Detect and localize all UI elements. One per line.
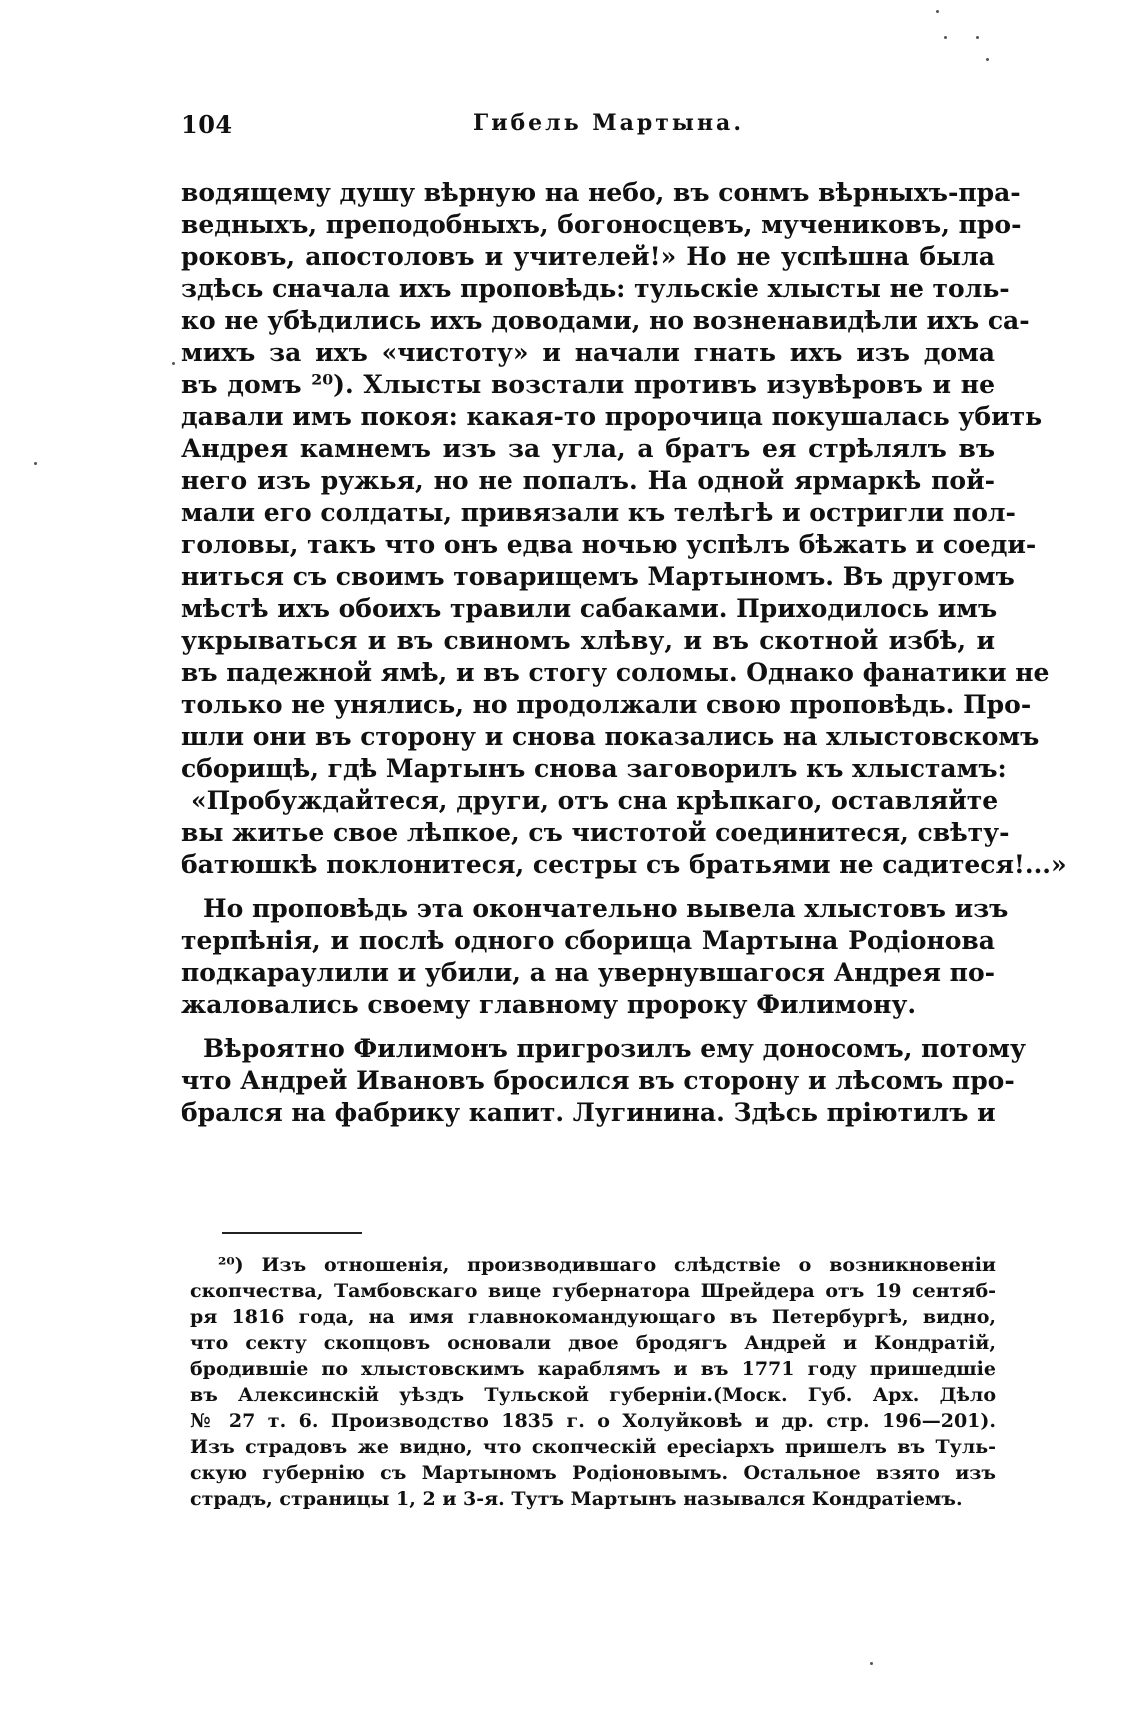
- text-line: ниться съ своимъ товарищемъ Мартыномъ. Въ другомъ: [181, 562, 1015, 591]
- text-line: терпѣнія, и послѣ одного сборища Мартына Родіонова: [181, 926, 995, 955]
- footnote-line: что секту скопцовъ основали двое бродягъ Андрей и Кондратій,: [190, 1332, 996, 1354]
- text-line: роковъ, апостоловъ и учителей!» Но не успѣшна была: [181, 242, 995, 271]
- paragraph-gap: [181, 1021, 995, 1033]
- footnote-line: Изъ страдовъ же видно, что скопческій ересіархъ пришелъ въ Туль-: [190, 1436, 996, 1458]
- text-line: укрываться и въ свиномъ хлѣву, и въ скотной избѣ, и: [181, 626, 995, 655]
- scan-speck: [870, 1662, 873, 1665]
- text-line: михъ за ихъ «чистоту» и начали гнать ихъ изъ дома: [181, 338, 995, 367]
- main-text: [181, 177, 1067, 1129]
- text-line: Андрея камнемъ изъ за угла, а братъ ея стрѣлялъ въ: [181, 434, 995, 463]
- footnote-block: [190, 1252, 996, 1512]
- text-line: жаловались своему главному пророку Филимону.: [181, 990, 917, 1019]
- scan-speck: [976, 36, 979, 39]
- footnote-line: скопчества, Тамбовскаго вице губернатора Шрейдера отъ 19 сентяб-: [190, 1280, 996, 1302]
- footnote-line: въ Алексинскій уѣздъ Тульской губерніи.(Моск. Губ. Арх. Дѣло: [190, 1384, 996, 1406]
- page-header: [181, 110, 995, 150]
- text-line: здѣсь сначала ихъ проповѣдь: тульскіе хлысты не толь-: [181, 274, 1010, 303]
- scan-speck: [944, 36, 947, 39]
- text-line: брался на фабрику капит. Лугинина. Здѣсь пріютилъ и: [181, 1098, 996, 1127]
- text-line: сборищѣ, гдѣ Мартынъ снова заговорилъ къ хлыстамъ:: [181, 754, 1007, 783]
- text-line: водящему душу вѣрную на небо, въ сонмъ вѣрныхъ-пра-: [181, 178, 1021, 207]
- text-line: мали его солдаты, привязали къ телѣгѣ и остригли пол-: [181, 498, 1016, 527]
- scan-speck: [172, 362, 175, 365]
- text-line: шли они въ сторону и снова показались на хлыстовскомъ: [181, 722, 1040, 751]
- text-line: въ падежной ямѣ, и въ стогу соломы. Однако фанатики не: [181, 658, 1050, 687]
- text-line: ко не убѣдились ихъ доводами, но возненавидѣли ихъ са-: [181, 306, 1030, 335]
- text-line: Вѣроятно Филимонъ пригрозилъ ему доносомъ, потому: [203, 1034, 1026, 1063]
- verse-line: вы житье свое лѣпкое, съ чистотой соединитеся, свѣту-: [181, 818, 1010, 847]
- page-number: 104: [181, 110, 233, 139]
- footnote-line: ря 1816 года, на имя главнокомандующаго въ Петербургѣ, видно,: [190, 1306, 996, 1328]
- text-line: Но проповѣдь эта окончательно вывела хлыстовъ изъ: [203, 894, 1009, 923]
- text-line: головы, такъ что онъ едва ночью успѣлъ бѣжать и соеди-: [181, 530, 1037, 559]
- text-line: въ домъ ²⁰). Хлысты возстали противъ изувѣровъ и не: [181, 370, 995, 399]
- footnote-line: ²⁰) Изъ отношенія, производившаго слѣдствіе о возникновеніи: [218, 1254, 996, 1276]
- scan-speck: [34, 462, 37, 465]
- text-line: что Андрей Ивановъ бросился въ сторону и лѣсомъ про-: [181, 1066, 1015, 1095]
- paragraph-gap: [181, 881, 995, 893]
- text-line: давали имъ покоя: какая-то пророчица покушалась убить: [181, 402, 1043, 431]
- verse-line: батюшкѣ поклонитеся, сестры съ братьями не садитеся!...»: [181, 850, 1067, 879]
- text-line: подкараулили и убили, а на увернувшагося Андрея по-: [181, 958, 995, 987]
- scan-speck: [986, 58, 989, 61]
- footnote-line: скую губернію съ Мартыномъ Родіоновымъ. Остальное взято изъ: [190, 1462, 996, 1484]
- text-line: только не унялись, но продолжали свою проповѣдь. Про-: [181, 690, 1032, 719]
- footnote-line: страдъ, страницы 1, 2 и 3-я. Тутъ Мартынъ назывался Кондратіемъ.: [190, 1488, 963, 1510]
- footnote-divider: [222, 1232, 362, 1234]
- text-line: ведныхъ, преподобныхъ, богоносцевъ, мучениковъ, про-: [181, 210, 1022, 239]
- running-head: Гибель Мартына.: [473, 110, 744, 136]
- text-line: него изъ ружья, но не попалъ. На одной ярмаркѣ пой-: [181, 466, 995, 495]
- footnote-line: № 27 т. 6. Производство 1835 г. о Холуйковѣ и др. стр. 196—201).: [190, 1410, 996, 1432]
- verse-line: «Пробуждайтеся, други, отъ сна крѣпкаго, оставляйте: [191, 786, 999, 815]
- scan-speck: [936, 10, 939, 13]
- footnote-line: бродившіе по хлыстовскимъ караблямъ и въ 1771 году пришедшіе: [190, 1358, 996, 1380]
- text-line: мѣстѣ ихъ обоихъ травили сабаками. Приходилось имъ: [181, 594, 998, 623]
